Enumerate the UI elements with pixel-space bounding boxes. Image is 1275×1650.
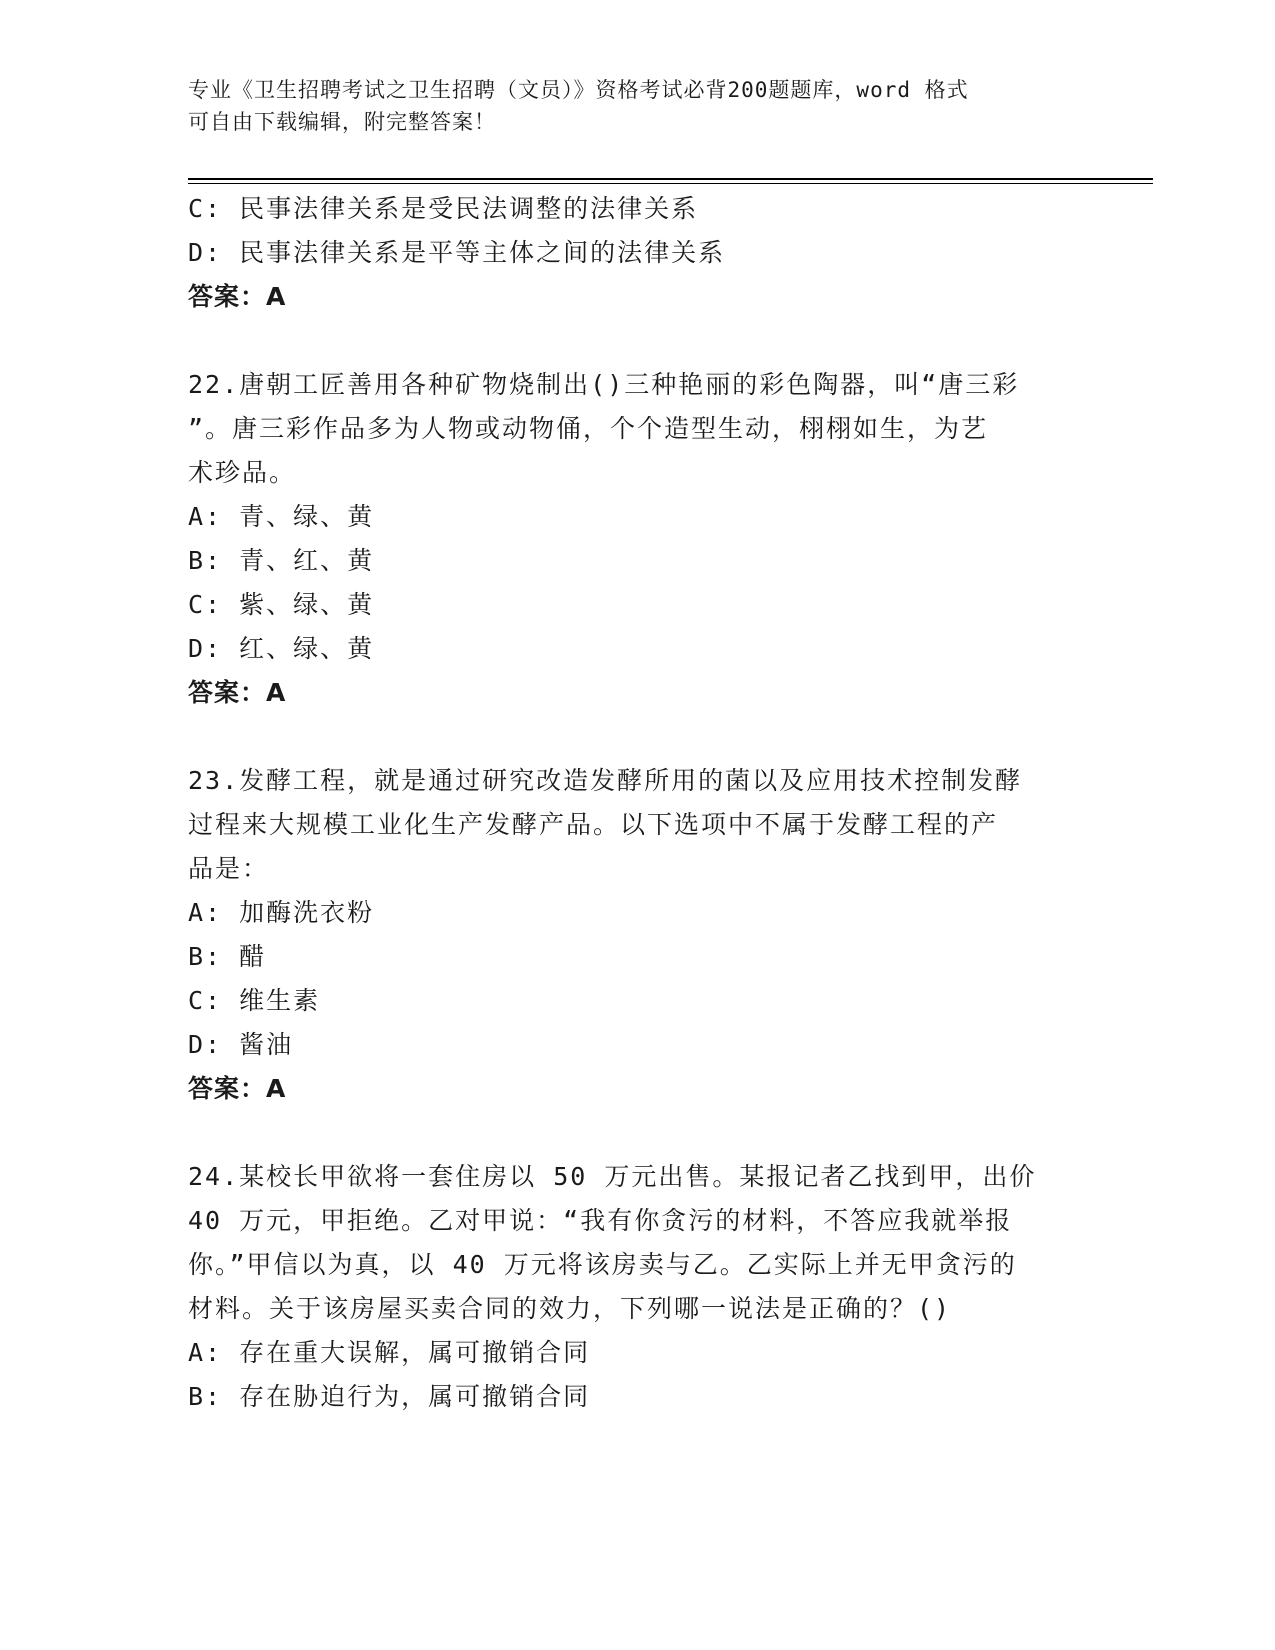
- q22-answer: 答案：A: [188, 678, 287, 707]
- q24-stem-line-1: 24.某校长甲欲将一套住房以 50 万元出售。某报记者乙找到甲，出价: [188, 1162, 1037, 1191]
- q23-option-b: B: 醋: [188, 942, 267, 971]
- q21-answer: 答案：A: [188, 282, 287, 311]
- q23-stem-line-2: 过程来大规模工业化生产发酵产品。以下选项中不属于发酵工程的产: [188, 810, 999, 839]
- q23-answer: 答案：A: [188, 1074, 287, 1103]
- q23-stem-line-1: 23.发酵工程，就是通过研究改造发酵所用的菌以及应用技术控制发酵: [188, 766, 1023, 795]
- document-header: [188, 74, 1068, 138]
- q22-stem-line-2: ”。唐三彩作品多为人物或动物俑，个个造型生动，栩栩如生，为艺: [188, 414, 989, 443]
- q22-stem-line-3: 术珍品。: [188, 458, 297, 487]
- q22-option-b: B: 青、红、黄: [188, 546, 375, 575]
- q23-option-d: D: 酱油: [188, 1030, 294, 1059]
- q21-option-d: D: 民事法律关系是平等主体之间的法律关系: [188, 238, 726, 267]
- q23-stem-line-3: 品是：: [188, 854, 270, 883]
- q21-option-c: C: 民事法律关系是受民法调整的法律关系: [188, 194, 699, 223]
- header-line-1: 专业《卫生招聘考试之卫生招聘（文员）》资格考试必背200题题库，word 格式: [188, 78, 969, 102]
- q22-option-a: A: 青、绿、黄: [188, 502, 375, 531]
- q24-stem-line-4: 材料。关于该房屋买卖合同的效力，下列哪一说法是正确的？(): [188, 1294, 952, 1323]
- header-divider-thick: [188, 178, 1153, 180]
- q24-stem-line-3: 你。”甲信以为真，以 40 万元将该房卖与乙。乙实际上并无甲贪污的: [188, 1250, 1017, 1279]
- header-divider-thin: [188, 183, 1153, 184]
- q24-stem-line-2: 40 万元，甲拒绝。乙对甲说：“我有你贪污的材料，不答应我就举报: [188, 1206, 1013, 1235]
- header-line-2: 可自由下载编辑，附完整答案！: [188, 110, 496, 134]
- q23-option-c: C: 维生素: [188, 986, 321, 1015]
- q23-option-a: A: 加酶洗衣粉: [188, 898, 375, 927]
- q24-option-a: A: 存在重大误解，属可撤销合同: [188, 1338, 591, 1367]
- q24-option-b: B: 存在胁迫行为，属可撤销合同: [188, 1382, 591, 1411]
- q22-option-d: D: 红、绿、黄: [188, 634, 375, 663]
- q22-option-c: C: 紫、绿、黄: [188, 590, 375, 619]
- q22-stem-line-1: 22.唐朝工匠善用各种矿物烧制出()三种艳丽的彩色陶器，叫“唐三彩: [188, 370, 1020, 399]
